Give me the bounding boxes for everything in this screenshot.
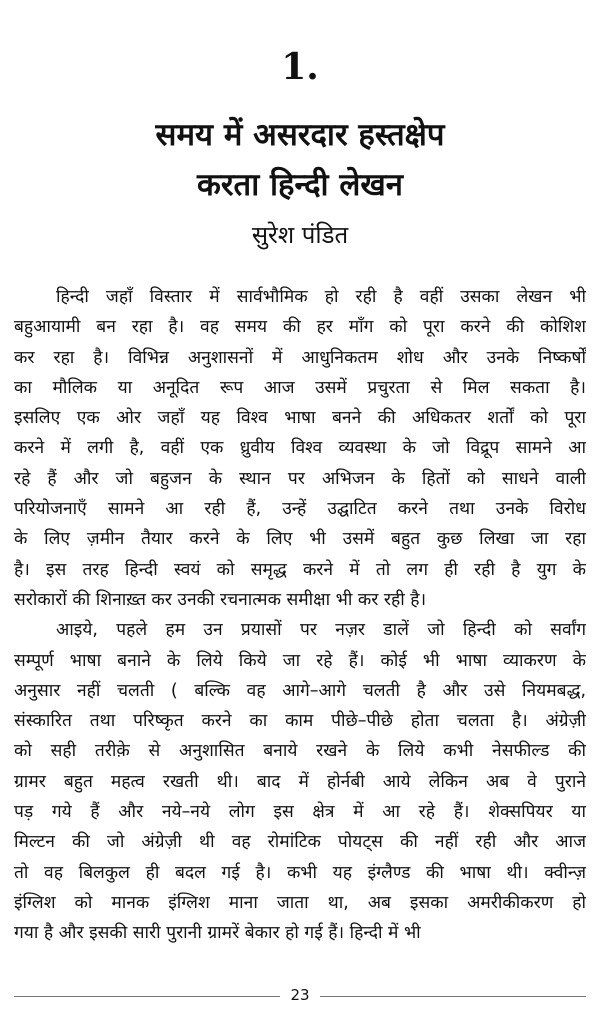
paragraph-2-line: तो वह बिलकुल ही बदल गई है। कभी यह इंग्लैण्ड की भाषा थी। क्वीन्ज़ xyxy=(14,862,586,883)
paragraph-2-line: सम्पूर्ण भाषा बनाने के लिये किये जा रहे हैं। कोई भी भाषा व्याकरण के xyxy=(14,650,586,671)
paragraph-1-line: बहुआयामी बन रहा है। वह समय की हर माँग को पूरा करने की कोशिश xyxy=(14,317,586,338)
paragraph-1-line: है। इस तरह हिन्दी स्वयं को समृद्ध करने में तो लग ही रही है युग के xyxy=(14,559,586,580)
paragraph-1-line: इसलिए एक ओर जहाँ यह विश्व भाषा बनने की अधिकतर शर्तों को पूरा xyxy=(14,408,586,429)
paragraph-1-line: रहे हैं और जो बहुजन के स्थान पर अभिजन के हितों को साधने वाली xyxy=(14,468,586,489)
paragraph-1-line: परियोजनाएँ सामने आ रही हैं, उन्हें उद्घाटित करने तथा उनके विरोध xyxy=(14,499,586,520)
chapter-title-line-2: करता हिन्दी लेखन xyxy=(197,167,403,203)
paragraph-2-line: इंग्लिश को मानक इंग्लिश माना जाता था, अब इसका अमरीकीकरण हो xyxy=(14,892,586,913)
paragraph-2-line: ग्रामर बहुत महत्व रखती थी। बाद में होर्नबी आये लेकिन अब वे पुराने xyxy=(14,771,586,792)
body-text xyxy=(14,282,586,949)
paragraph-1-line: सरोकारों की शिनाख़्त कर उनकी रचनात्मक समीक्षा भी कर रही है। xyxy=(14,589,427,610)
chapter-title-line-1: समय में असरदार हस्तक्षेप xyxy=(155,117,445,153)
paragraph-2-line: आइये, पहले हम उन प्रयासों पर नज़र डालें जो हिन्दी को सर्वांग xyxy=(56,620,586,641)
paragraph-1-line: करने में लगी है, वहीं एक ध्रुवीय विश्व व्यवस्था के जो विद्रूप सामने आ xyxy=(14,438,586,459)
paragraph-1-line: हिन्दी जहाँ विस्तार में सार्वभौमिक हो रही है वहीं उसका लेखन भी xyxy=(56,287,586,307)
paragraph-2-line: अनुसार नहीं चलती ( बल्कि वह आगे–आगे चलती है और उसे नियमबद्ध, xyxy=(14,680,586,701)
paragraph-2-line: संस्कारित तथा परिष्कृत करने का काम पीछे–पीछे होता चलता है। अंग्रेज़ी xyxy=(14,711,586,732)
chapter-number: 1. xyxy=(281,46,319,88)
page-number: 23 xyxy=(290,986,310,1004)
paragraph-2-line: गया है और इसकी सारी पुरानी ग्रामरें बेकार हो गई हैं। हिन्दी में भी xyxy=(14,923,421,944)
paragraph-2-line: को सही तरीक़े से अनुशासित बनाये रखने के लिये कभी नेसफील्ड की xyxy=(14,741,586,762)
paragraph-1-line: कर रहा है। विभिन्न अनुशासनों में आधुनिकतम शोध और उनके निष्कर्षों xyxy=(14,347,586,368)
chapter-title xyxy=(0,110,600,210)
paragraph-2-line: मिल्टन की जो अंग्रेज़ी थी वह रोमांटिक पोयट्स की नहीं रही और आज xyxy=(14,832,586,853)
paragraph-1-line: के लिए ज़मीन तैयार करने के लिए भी उसमें बहुत कुछ लिखा जा रहा xyxy=(14,529,586,550)
author-name: सुरेश पंडित xyxy=(251,221,349,249)
paragraph-1-line: का मौलिक या अनूदित रूप आज उसमें प्रचुरता से मिल सकता है। xyxy=(14,377,586,398)
paragraph-2-line: पड़ गये हैं और नये–नये लोग इस क्षेत्र में आ रहे हैं। शेक्सपियर या xyxy=(14,802,586,823)
